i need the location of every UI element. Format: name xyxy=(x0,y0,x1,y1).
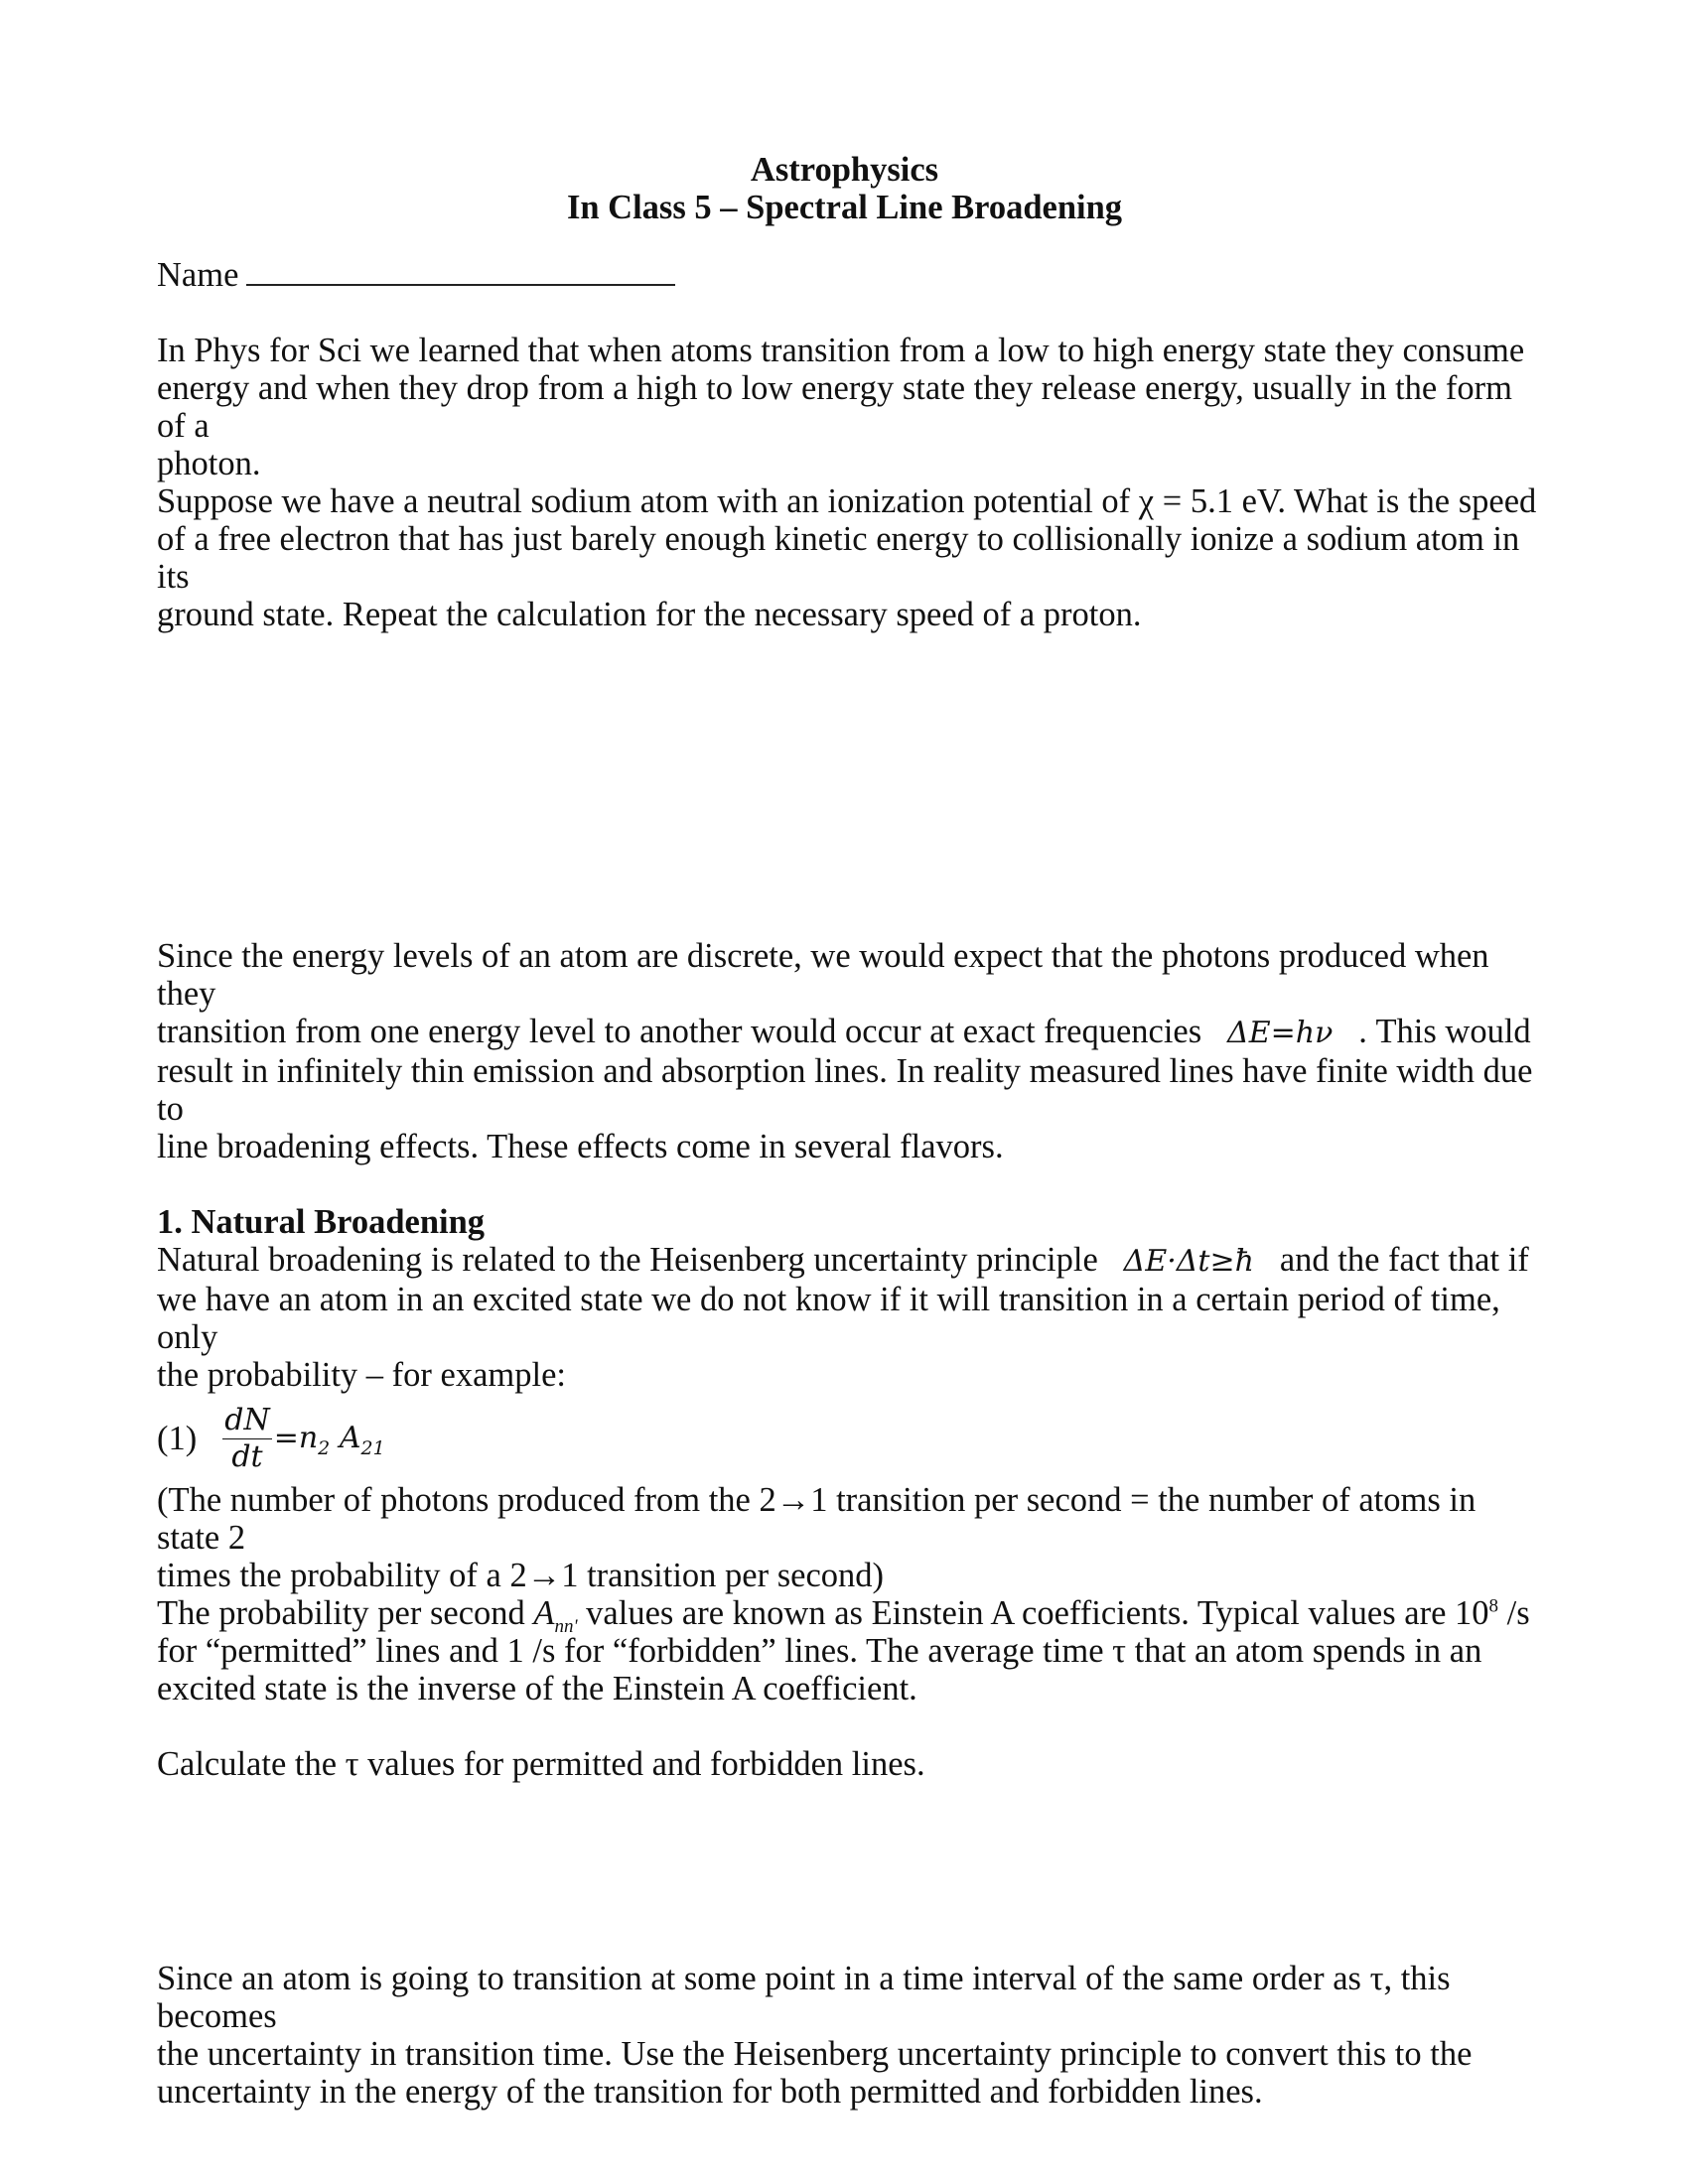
question-1-line-1: Suppose we have a neutral sodium atom with an ionization potential of χ = 5.1 eV. What is the speed xyxy=(157,482,1537,520)
equation-fraction: $\frac{dN}{dt}$ xyxy=(224,1402,270,1474)
question-2: Calculate the τ values for permitted and forbidden lines. xyxy=(157,1745,925,1783)
worksheet-page xyxy=(157,151,1547,2111)
name-label: Name xyxy=(157,256,239,294)
energy-formula: ΔE=hν xyxy=(1227,1016,1334,1050)
natural-line-3: the probability – for example: xyxy=(157,1356,566,1394)
assignment-title: In Class 5 – Spectral Line Broadening xyxy=(566,189,1123,226)
natural-line-2: we have an atom in an excited state we do not know if it will transition in a certain period of time, only xyxy=(157,1281,1500,1356)
name-field xyxy=(157,256,1547,294)
coefficient-line-1: The probability per second $A_{nn'}$ values are known as Einstein A coefficients. Typical values are $10^8$ /s xyxy=(157,1594,1530,1637)
intro-line-3: photon. xyxy=(157,445,261,482)
closing-line-2: the uncertainty in transition time. Use the Heisenberg uncertainty principle to convert this to the xyxy=(157,2035,1473,2073)
closing-line-3: uncertainty in the energy of the transition for both permitted and forbidden lines. xyxy=(157,2073,1263,2111)
chi-symbol: χ xyxy=(1138,482,1155,520)
explain-line-2: times the probability of a 2→1 transition per second) xyxy=(157,1557,884,1594)
section-1-heading: 1. Natural Broadening xyxy=(157,1203,486,1241)
heisenberg-formula: ΔE·Δt≥ħ xyxy=(1123,1244,1254,1279)
answer-space-2[interactable] xyxy=(157,1783,1547,1960)
equation-number: (1) xyxy=(157,1420,198,1457)
equation-rhs: $=n_2$ $A_{21}$ xyxy=(273,1421,385,1459)
course-title: Astrophysics xyxy=(750,151,939,189)
coefficient-line-3: excited state is the inverse of the Einstein A coefficient. xyxy=(157,1670,917,1707)
explain-line-1: (The number of photons produced from the 2→1 transition per second = the number of atoms in state 2 xyxy=(157,1481,1477,1557)
intro-line-2: energy and when they drop from a high to low energy state they release energy, usually in the form of a xyxy=(157,369,1512,445)
equation-1 xyxy=(157,1396,1547,1481)
discrete-line-3: result in infinitely thin emission and absorption lines. In reality measured lines have finite width due to xyxy=(157,1052,1533,1128)
coefficient-line-2: for “permitted” lines and 1 /s for “forbidden” lines. The average time τ that an atom spends in an xyxy=(157,1632,1482,1670)
einstein-a-symbol: A xyxy=(533,1594,555,1632)
closing-line-1: Since an atom is going to transition at some point in a time interval of the same order as τ, this becomes xyxy=(157,1960,1451,2035)
intro-line-1: In Phys for Sci we learned that when atoms transition from a low to high energy state they consume xyxy=(157,332,1525,369)
name-blank-line[interactable] xyxy=(246,256,675,286)
natural-line-1: Natural broadening is related to the Heisenberg uncertainty principle ΔE·Δt≥ħ and the fact that if xyxy=(157,1241,1529,1279)
discrete-line-2: transition from one energy level to another would occur at exact frequencies ΔE=hν . This would xyxy=(157,1013,1531,1050)
discrete-line-4: line broadening effects. These effects come in several flavors. xyxy=(157,1128,1004,1165)
question-1-line-3: ground state. Repeat the calculation for the necessary speed of a proton. xyxy=(157,596,1142,633)
question-1-line-2: of a free electron that has just barely enough kinetic energy to collisionally ionize a sodium atom in its xyxy=(157,520,1520,596)
discrete-line-1: Since the energy levels of an atom are discrete, we would expect that the photons produced when they xyxy=(157,937,1489,1013)
answer-space-1[interactable] xyxy=(157,633,1547,937)
